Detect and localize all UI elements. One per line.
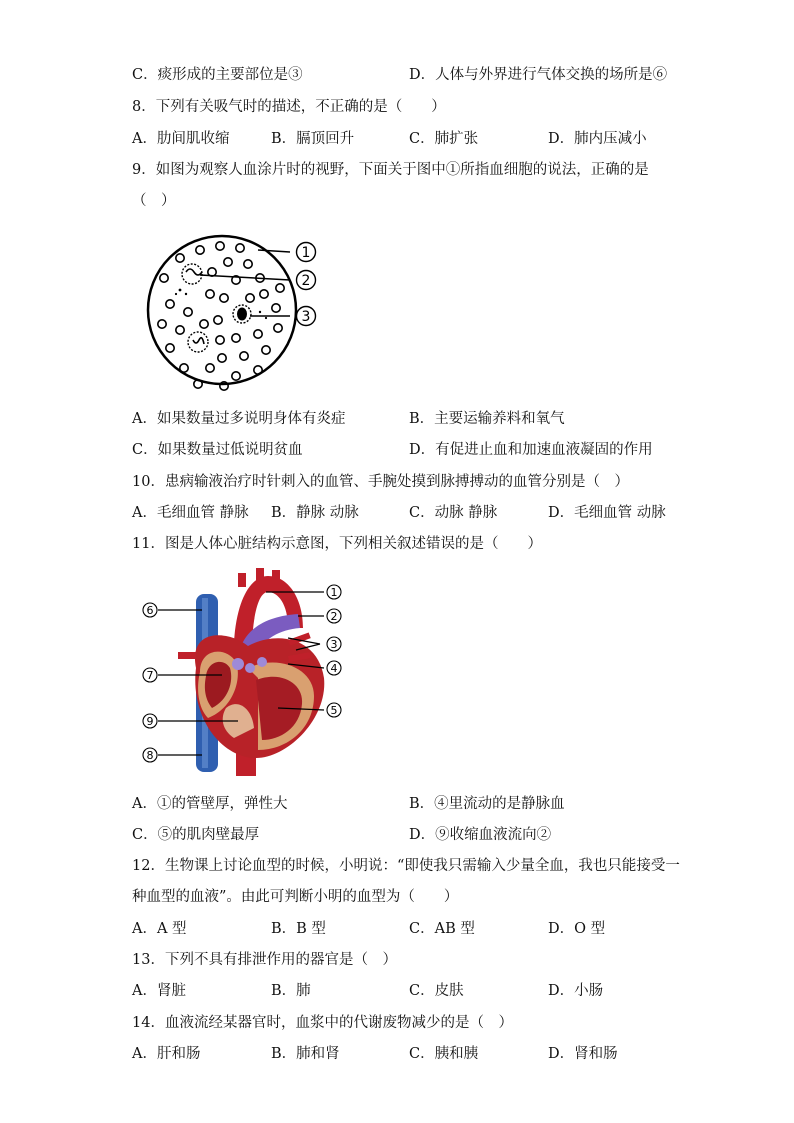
q13-option-c: C．皮肤 bbox=[409, 983, 464, 999]
heart-diagram-figure bbox=[138, 568, 358, 780]
svg-text:2: 2 bbox=[330, 610, 338, 623]
q7-option-d: D．人体与外界进行气体交换的场所是⑥ bbox=[409, 67, 668, 83]
q12-option-a: A．A 型 bbox=[132, 921, 187, 937]
q14-stem: 14．血液流经某器官时，血浆中的代谢废物减少的是（ ） bbox=[132, 1015, 513, 1031]
q10-stem: 10．患病输液治疗时针刺入的血管、手腕处摸到脉搏搏动的血管分别是（ ） bbox=[132, 474, 629, 490]
q13-stem: 13．下列不具有排泄作用的器官是（ ） bbox=[132, 952, 397, 968]
q14-option-c: C．胰和胰 bbox=[409, 1046, 479, 1062]
q10-option-c: C．动脉 静脉 bbox=[409, 505, 498, 521]
smear-label-1: 1 bbox=[301, 245, 311, 261]
q8-option-b: B．膈顶回升 bbox=[271, 131, 355, 147]
q11-stem: 11．图是人体心脏结构示意图，下列相关叙述错误的是（ ） bbox=[132, 536, 542, 552]
q12-option-b: B．B 型 bbox=[271, 921, 326, 937]
q14-option-d: D．肾和肠 bbox=[548, 1046, 618, 1062]
svg-text:3: 3 bbox=[330, 638, 338, 651]
q14-option-a: A．肝和肠 bbox=[132, 1046, 201, 1062]
q11-option-c: C．⑤的肌肉壁最厚 bbox=[132, 827, 260, 843]
smear-label-3: 3 bbox=[301, 309, 311, 325]
q10-option-b: B．静脉 动脉 bbox=[271, 505, 359, 521]
q11-option-a: A．①的管壁厚，弹性大 bbox=[132, 796, 288, 812]
q9-stem: 9．如图为观察人血涂片时的视野，下面关于图中①所指血细胞的说法，正确的是 bbox=[132, 162, 649, 178]
q7-option-c: C．痰形成的主要部位是③ bbox=[132, 67, 303, 83]
q13-option-d: D．小肠 bbox=[548, 983, 604, 999]
smear-label-2: 2 bbox=[301, 273, 311, 289]
q12-option-d: D．O 型 bbox=[548, 921, 606, 937]
q11-option-b: B．④里流动的是静脉血 bbox=[409, 796, 565, 812]
q8-option-a: A．肋间肌收缩 bbox=[132, 131, 230, 147]
blood-smear-figure bbox=[140, 228, 330, 398]
q12-stem-line2: 种血型的血液”。由此可判断小明的血型为（ ） bbox=[132, 889, 459, 905]
q9-option-d: D．有促进止血和加速血液凝固的作用 bbox=[409, 442, 653, 458]
q9-paren: （ ） bbox=[132, 193, 176, 209]
q9-option-a: A．如果数量过多说明身体有炎症 bbox=[132, 411, 346, 427]
q14-option-b: B．肺和肾 bbox=[271, 1046, 340, 1062]
q8-stem: 8．下列有关吸气时的描述，不正确的是（ ） bbox=[132, 99, 446, 115]
q12-stem-line1: 12．生物课上讨论血型的时候，小明说：“即使我只需输入少量全血，我也只能接受一 bbox=[132, 858, 680, 874]
svg-text:5: 5 bbox=[330, 704, 338, 717]
q9-option-b: B．主要运输养料和氧气 bbox=[409, 411, 565, 427]
q9-option-c: C．如果数量过低说明贫血 bbox=[132, 442, 303, 458]
q10-option-d: D．毛细血管 动脉 bbox=[548, 505, 666, 521]
svg-text:6: 6 bbox=[146, 604, 154, 617]
svg-text:1: 1 bbox=[330, 586, 338, 599]
svg-text:7: 7 bbox=[146, 669, 154, 682]
q13-option-b: B．肺 bbox=[271, 983, 311, 999]
svg-text:9: 9 bbox=[146, 715, 154, 728]
q8-option-d: D．肺内压减小 bbox=[548, 131, 647, 147]
q11-option-d: D．⑨收缩血液流向② bbox=[409, 827, 552, 843]
q8-option-c: C．肺扩张 bbox=[409, 131, 479, 147]
q10-option-a: A．毛细血管 静脉 bbox=[132, 505, 249, 521]
q12-option-c: C．AB 型 bbox=[409, 921, 475, 937]
q13-option-a: A．肾脏 bbox=[132, 983, 186, 999]
svg-text:4: 4 bbox=[330, 662, 338, 675]
svg-text:8: 8 bbox=[146, 749, 154, 762]
